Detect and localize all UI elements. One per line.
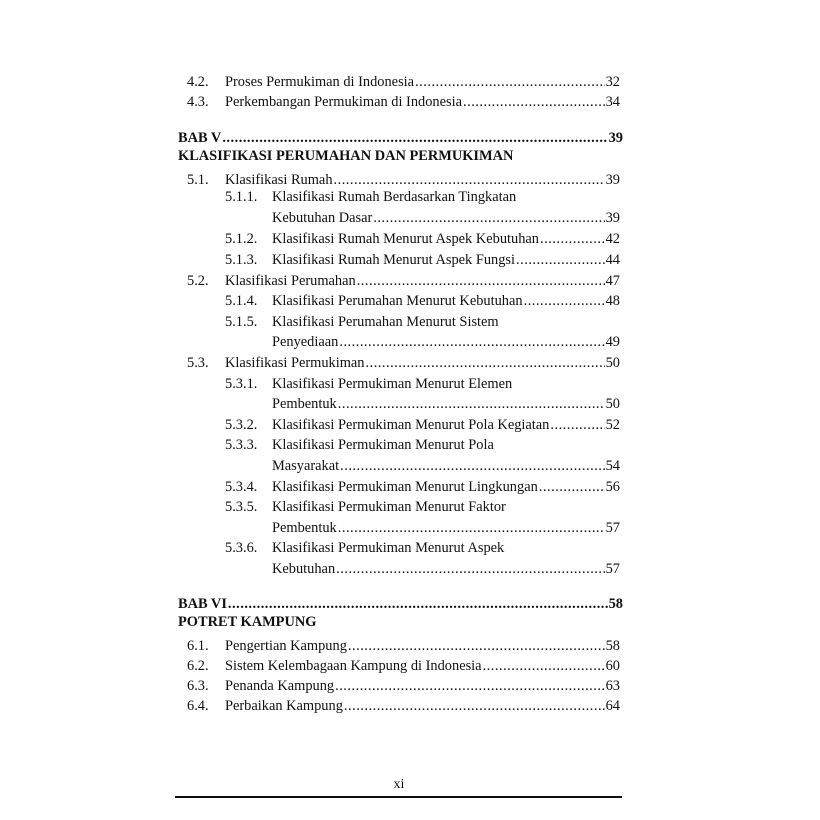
page-ref: 47 <box>605 273 620 289</box>
page-ref: 39 <box>605 210 620 226</box>
section-title: Klasifikasi Permukiman Menurut Pola Kegiatan <box>272 417 550 433</box>
dot-leader <box>516 250 605 270</box>
section-title: Klasifikasi Perumahan Menurut Sistem <box>272 314 499 330</box>
dot-leader <box>415 72 605 92</box>
toc-entry <box>0 415 820 435</box>
page-ref: 49 <box>605 334 620 350</box>
section-title: Pembentuk <box>272 520 337 536</box>
toc-entry <box>0 656 820 676</box>
chapter-title: POTRET KAMPUNG <box>178 614 317 630</box>
section-title: Penanda Kampung <box>225 678 335 694</box>
section-number: 4.2. <box>187 74 209 90</box>
dot-leader <box>550 415 604 435</box>
section-title: Klasifikasi Perumahan <box>225 273 356 289</box>
dot-leader <box>539 477 605 497</box>
section-number: 6.3. <box>187 678 209 694</box>
section-number: 4.3. <box>187 94 209 110</box>
dot-leader <box>463 92 605 112</box>
section-title: Klasifikasi Permukiman Menurut Pola <box>272 437 494 453</box>
section-title: Klasifikasi Rumah Menurut Aspek Fungsi <box>272 252 516 268</box>
section-number: 6.1. <box>187 638 209 654</box>
chapter-title: KLASIFIKASI PERUMAHAN DAN PERMUKIMAN <box>178 148 514 164</box>
section-number: 5.3. <box>187 355 209 371</box>
page-ref: 58 <box>605 638 620 654</box>
toc-entry <box>0 312 820 332</box>
dot-leader <box>336 559 604 579</box>
page-ref: 39 <box>605 172 620 188</box>
dot-leader <box>524 291 605 311</box>
dot-leader <box>338 518 605 538</box>
section-number: 5.1. <box>187 172 209 188</box>
page-ref: 54 <box>605 458 620 474</box>
dot-leader <box>344 696 605 716</box>
toc-entry <box>0 435 820 455</box>
section-number: 5.1.4. <box>225 293 258 309</box>
page-ref: 52 <box>605 417 620 433</box>
toc-entry <box>0 559 820 579</box>
section-number: 5.3.6. <box>225 540 258 556</box>
page-ref: 60 <box>605 658 620 674</box>
toc-entry <box>0 72 820 92</box>
dot-leader <box>348 636 605 656</box>
toc-entry <box>0 518 820 538</box>
dot-leader <box>335 676 605 696</box>
section-title: Klasifikasi Permukiman <box>225 355 365 371</box>
page-ref: 50 <box>605 355 620 371</box>
section-title: Klasifikasi Rumah Berdasarkan Tingkatan <box>272 189 517 205</box>
dot-leader <box>373 208 604 228</box>
toc-chapter <box>0 128 820 148</box>
toc-entry <box>0 271 820 291</box>
section-title: BAB V <box>178 130 222 146</box>
section-title: Masyarakat <box>272 458 340 474</box>
dot-leader <box>483 656 605 676</box>
toc-entry <box>0 497 820 517</box>
section-number: 5.1.2. <box>225 231 258 247</box>
dot-leader <box>222 128 607 148</box>
dot-leader <box>340 456 604 476</box>
toc-chapter <box>0 594 820 614</box>
toc-entry <box>0 208 820 228</box>
section-number: 5.1.5. <box>225 314 258 330</box>
section-title: Kebutuhan Dasar <box>272 210 373 226</box>
section-title: BAB VI <box>178 596 227 612</box>
section-title: Pembentuk <box>272 396 337 412</box>
section-title: Proses Permukiman di Indonesia <box>225 74 415 90</box>
section-title: Kebutuhan <box>272 561 336 577</box>
section-number: 5.3.4. <box>225 479 258 495</box>
toc-entry <box>0 332 820 352</box>
section-title: Klasifikasi Perumahan Menurut Kebutuhan <box>272 293 523 309</box>
dot-leader <box>540 229 605 249</box>
toc-entry <box>0 187 820 207</box>
toc-entry <box>0 291 820 311</box>
section-number: 5.3.2. <box>225 417 258 433</box>
footer-rule <box>175 796 622 798</box>
page-ref: 63 <box>605 678 620 694</box>
section-number: 5.1.3. <box>225 252 258 268</box>
toc-entry <box>0 456 820 476</box>
section-number: 6.2. <box>187 658 209 674</box>
section-number: 5.3.3. <box>225 437 258 453</box>
section-title: Pengertian Kampung <box>225 638 347 654</box>
toc-entry <box>0 229 820 249</box>
toc-entry <box>0 374 820 394</box>
toc-entry <box>0 394 820 414</box>
section-title: Klasifikasi Permukiman Menurut Faktor <box>272 499 506 515</box>
page-ref: 58 <box>608 596 623 612</box>
dot-leader <box>357 271 605 291</box>
section-title: Klasifikasi Permukiman Menurut Lingkungan <box>272 479 538 495</box>
toc-chapter-title <box>0 612 820 632</box>
toc-chapter-title <box>0 146 820 166</box>
section-title: Klasifikasi Permukiman Menurut Elemen <box>272 376 513 392</box>
section-number: 6.4. <box>187 698 209 714</box>
toc-entry <box>0 636 820 656</box>
page-ref: 48 <box>605 293 620 309</box>
toc-entry <box>0 250 820 270</box>
section-title: Perbaikan Kampung <box>225 698 343 714</box>
page-ref: 57 <box>605 561 620 577</box>
toc-entry <box>0 353 820 373</box>
toc-entry <box>0 696 820 716</box>
page-ref: 42 <box>605 231 620 247</box>
section-title: Perkembangan Permukiman di Indonesia <box>225 94 462 110</box>
page-ref: 56 <box>605 479 620 495</box>
section-number: 5.3.5. <box>225 499 258 515</box>
section-title: Klasifikasi Rumah Menurut Aspek Kebutuhan <box>272 231 539 247</box>
page-ref: 32 <box>605 74 620 90</box>
section-title: Sistem Kelembagaan Kampung di Indonesia <box>225 658 482 674</box>
section-number: 5.2. <box>187 273 209 289</box>
page-number: xi <box>393 777 405 792</box>
dot-leader <box>366 353 605 373</box>
dot-leader <box>339 332 604 352</box>
page-ref: 44 <box>605 252 620 268</box>
section-title: Penyediaan <box>272 334 339 350</box>
page-ref: 50 <box>605 396 620 412</box>
section-number: 5.3.1. <box>225 376 258 392</box>
page-ref: 57 <box>605 520 620 536</box>
toc-entry <box>0 538 820 558</box>
dot-leader <box>338 394 605 414</box>
toc-entry <box>0 477 820 497</box>
section-number: 5.1.1. <box>225 189 258 205</box>
page-ref: 34 <box>605 94 620 110</box>
section-title: Klasifikasi Rumah <box>225 172 333 188</box>
toc-entry <box>0 92 820 112</box>
toc-entry <box>0 676 820 696</box>
page-ref: 64 <box>605 698 620 714</box>
section-title: Klasifikasi Permukiman Menurut Aspek <box>272 540 505 556</box>
page-ref: 39 <box>608 130 623 146</box>
dot-leader <box>228 594 608 614</box>
